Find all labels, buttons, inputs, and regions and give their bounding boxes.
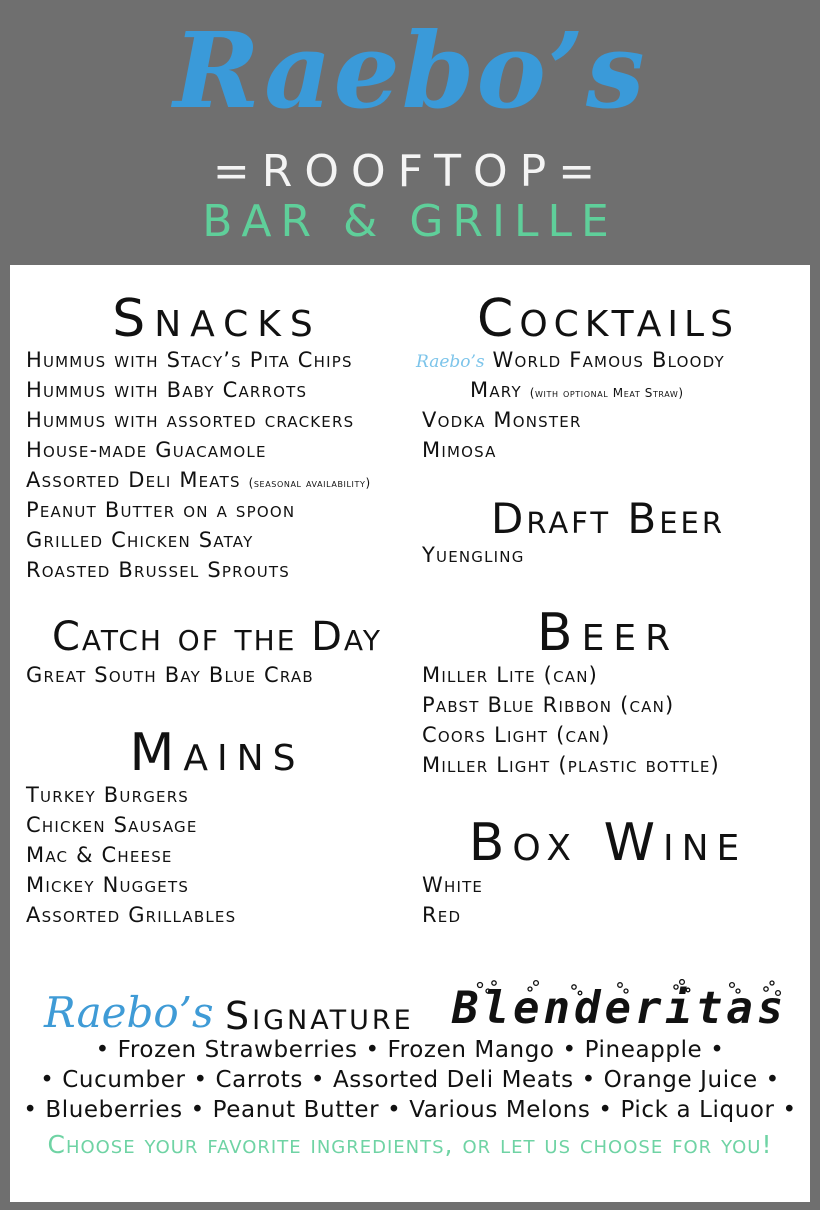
cocktail-item-bloody — [416, 345, 725, 377]
snack-item: Hummus with Stacy’s Pita Chips — [26, 348, 353, 372]
beer-item-miller-light-label: Miller Light — [422, 753, 551, 777]
catch-heading: Catch of the Day — [51, 614, 382, 660]
bubbles-icon — [470, 979, 800, 1039]
box-wine-heading: Box Wine — [468, 813, 748, 873]
mains-item: Turkey Burgers — [26, 783, 190, 807]
snack-item-deli — [26, 465, 371, 498]
snacks-heading: Snacks — [112, 289, 322, 349]
raebos-mini-logo: Raebo’s — [416, 352, 485, 372]
beer-item: Pabst Blue Ribbon (can) — [422, 693, 675, 717]
choose-ingredients-tagline: Choose your favorite ingredients, or let us choose for you! — [47, 1130, 773, 1159]
ingredient-line: • Frozen Strawberries • Frozen Mango • Pineapple • — [95, 1037, 725, 1063]
snack-item: Hummus with Baby Carrots — [26, 378, 308, 402]
snack-item: House-made Guacamole — [26, 438, 267, 462]
cocktail-bloody-note: (with optional Meat Straw) — [529, 386, 684, 400]
mains-item: Mac & Cheese — [26, 843, 173, 867]
raebos-signature-logo: Raebo’s — [44, 988, 214, 1037]
cocktail-bloody-line2: Mary — [470, 378, 522, 402]
blenderitas-word: Blenderitas — [452, 983, 788, 1034]
mains-item: Mickey Nuggets — [26, 873, 190, 897]
mains-heading: Mains — [129, 723, 305, 783]
box-wine-item: White — [422, 873, 484, 897]
rooftop-title: =ROOFTOP= — [212, 146, 608, 197]
mains-item: Chicken Sausage — [26, 813, 198, 837]
cocktails-heading: Cocktails — [477, 289, 739, 349]
draft-beer-item: Yuengling — [422, 543, 525, 567]
beer-item: Miller Lite (can) — [422, 663, 599, 687]
cocktail-bloody-line1: World Famous Bloody — [492, 348, 725, 372]
snack-item: Hummus with assorted crackers — [26, 408, 355, 432]
menu-card — [10, 265, 810, 1202]
snack-item-deli-note: (seasonal availability) — [248, 476, 371, 490]
beer-item-miller-light-note: (plastic bottle) — [558, 753, 720, 777]
cocktail-item-bloody-cont — [470, 375, 684, 408]
snack-item-deli-label: Assorted Deli Meats — [26, 468, 241, 492]
ingredient-line: • Cucumber • Carrots • Assorted Deli Meats • Orange Juice • — [40, 1067, 780, 1093]
snack-item: Peanut Butter on a spoon — [26, 498, 296, 522]
beer-heading: Beer — [536, 603, 680, 663]
cocktail-item: Vodka Monster — [422, 408, 582, 432]
beer-item-miller-light — [422, 750, 720, 780]
beer-item: Coors Light (can) — [422, 723, 611, 747]
box-wine-item: Red — [422, 903, 462, 927]
signature-word: Signature — [225, 994, 414, 1038]
bar-grille-subtitle: BAR & GRILLE — [202, 196, 618, 247]
cocktail-item: Mimosa — [422, 438, 497, 462]
brand-logo-script: Raebo’s — [173, 9, 647, 132]
snack-item: Roasted Brussel Sprouts — [26, 558, 291, 582]
catch-item: Great South Bay Blue Crab — [26, 663, 314, 687]
mains-item: Assorted Grillables — [26, 903, 237, 927]
ingredient-line: • Blueberries • Peanut Butter • Various Melons • Pick a Liquor • — [23, 1097, 797, 1123]
snack-item: Grilled Chicken Satay — [26, 528, 254, 552]
draft-beer-heading: Draft Beer — [491, 494, 725, 543]
